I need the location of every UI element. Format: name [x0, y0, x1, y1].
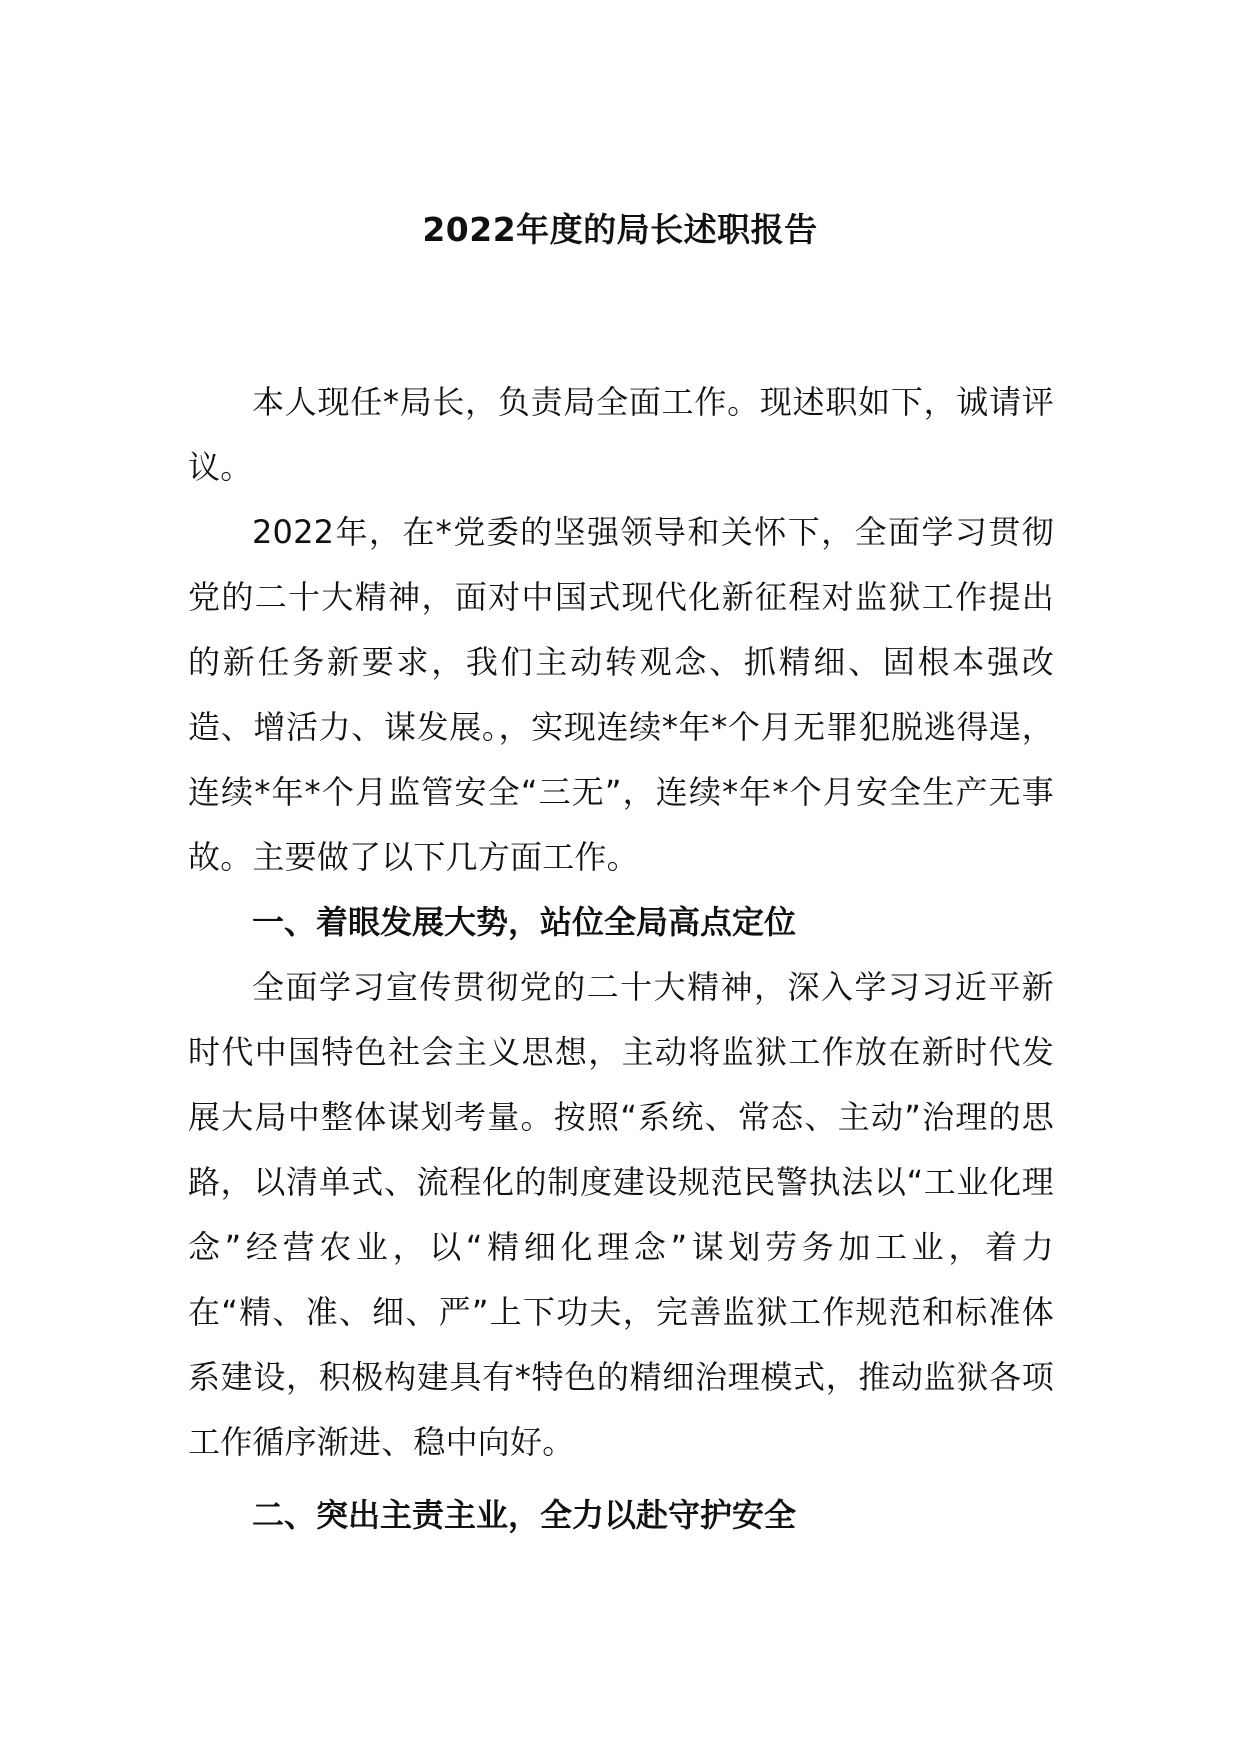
intro-paragraph: 本人现任*局长，负责局全面工作。现述职如下，诚请评议。 [188, 383, 1054, 486]
section-1-paragraph: 全面学习宣传贯彻党的二十大精神，深入学习习近平新时代中国特色社会主义思想，主动将监狱工作放在新时代发展大局中整体谋划考量。按照“系统、常态、主动”治理的思路，以清单式、流程化的制度建设规范民警执法以“工业化理念”经营农业，以“精细化理念”谋划劳务加工业，着力在“精、准、细、严”上下功夫，完善监狱工作规范和标准体系建设，积极构建具有*特色的精细治理模式，推动监狱各项工作循序渐进、稳中向好。 [188, 968, 1054, 1461]
document-title: 2022年度的局长述职报告 [422, 210, 818, 249]
section-heading-1: 一、着眼发展大势，站位全局高点定位 [252, 903, 797, 941]
section-heading-2: 二、突出主责主业，全力以赴守护安全 [252, 1496, 797, 1534]
document-body [188, 370, 1054, 1548]
summary-paragraph: 2022年，在*党委的坚强领导和关怀下，全面学习贯彻党的二十大精神，面对中国式现代化新征程对监狱工作提出的新任务新要求，我们主动转观念、抓精细、固根本强改造、增活力、谋发展。，实现连续*年*个月无罪犯脱逃得逞，连续*年*个月监管安全“三无”，连续*年*个月安全生产无事故。主要做了以下几方面工作。 [188, 513, 1054, 876]
